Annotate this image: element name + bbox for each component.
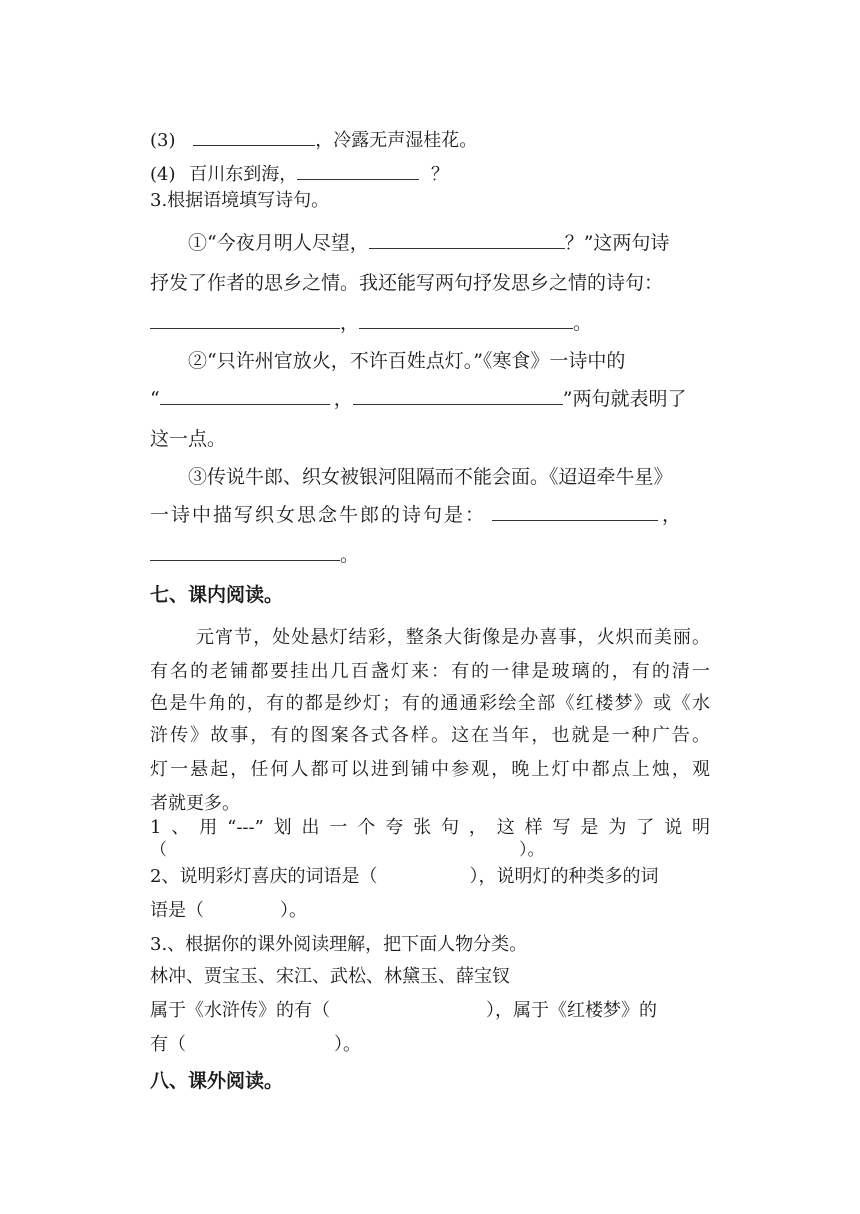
poem-text: ？”这两句诗 bbox=[564, 232, 670, 254]
question-text: ）。 bbox=[280, 900, 307, 921]
question-text: 有（ bbox=[150, 1034, 186, 1055]
fill-blank[interactable] bbox=[160, 385, 330, 405]
q3-p2-line3: 这一点。 bbox=[150, 428, 227, 450]
q3-p3-line3 bbox=[150, 540, 860, 567]
sec7-q2-line2 bbox=[150, 896, 860, 922]
punctuation: ， bbox=[340, 312, 360, 334]
punctuation: 。 bbox=[573, 312, 593, 334]
q3-p3-line2 bbox=[150, 500, 860, 527]
punctuation: “ bbox=[150, 388, 160, 410]
fill-blank[interactable] bbox=[167, 837, 519, 855]
sec7-q2-line1 bbox=[150, 862, 860, 888]
sec7-q3-line3 bbox=[150, 996, 860, 1022]
sec7-q1-line2 bbox=[150, 835, 860, 860]
fill-blank[interactable] bbox=[359, 309, 573, 329]
item-number: (4) bbox=[150, 164, 176, 185]
poem-text: ①“今夜月明人尽望， bbox=[188, 232, 369, 254]
fill-blank[interactable] bbox=[369, 229, 565, 249]
poem-text: ”两句就表明了 bbox=[562, 388, 687, 410]
sec7-q3-title: 3.、根据你的课外阅读理解，把下面人物分类。 bbox=[150, 934, 528, 955]
passage-line: 者就更多。 bbox=[150, 793, 240, 814]
punctuation: ， bbox=[333, 388, 353, 410]
question-text: ），属于《红楼梦》的 bbox=[486, 1000, 657, 1021]
sec7-q3-line4 bbox=[150, 1030, 860, 1056]
q3-p2-line1: ②“只许州官放火，不许百姓点灯。”《寒食》一诗中的 bbox=[188, 350, 626, 372]
passage-line: 色是牛角的，有的都是纱灯；有的通通彩绘全部《红楼梦》或《水 bbox=[150, 693, 710, 714]
question-text: ）。 bbox=[334, 1034, 361, 1055]
paren-close: ）。 bbox=[519, 840, 545, 860]
q3-p2-line2 bbox=[150, 384, 860, 411]
question-text: 2、说明彩灯喜庆的词语是（ bbox=[150, 866, 378, 887]
q3-p3-line1: ③传说牛郎、织女被银河阻隔而不能会面。《迢迢牵牛星》 bbox=[188, 466, 673, 488]
q3-p1-line2: 抒发了作者的思乡之情。我还能写两句抒发思乡之情的诗句： bbox=[150, 272, 664, 294]
poem-text: ，冷露无声湿桂花。 bbox=[315, 130, 478, 151]
question-text: 语是（ bbox=[150, 900, 204, 921]
punctuation: ， bbox=[662, 504, 682, 526]
fill-blank[interactable] bbox=[193, 127, 315, 146]
passage-line: 元宵节，处处悬灯结彩，整条大街像是办喜事，火炽而美丽。 bbox=[196, 627, 710, 648]
section-7-heading: 七、课内阅读。 bbox=[150, 584, 284, 606]
section-8-heading: 八、课外阅读。 bbox=[150, 1070, 284, 1092]
poem-text: 百川东到海， bbox=[189, 164, 298, 185]
passage-line: 有名的老铺都要挂出几百盏灯来：有的一律是玻璃的，有的清一 bbox=[150, 661, 710, 682]
fill-blank[interactable] bbox=[204, 897, 280, 916]
punctuation: 。 bbox=[340, 544, 360, 566]
fill-blank[interactable] bbox=[297, 161, 419, 180]
fill-blank[interactable] bbox=[377, 863, 469, 882]
fill-blank[interactable] bbox=[353, 385, 563, 405]
poem-text: ？ bbox=[430, 164, 449, 185]
passage-line: 灯一悬起，任何人都可以进到铺中参观，晚上灯中都点上烛，观 bbox=[150, 759, 710, 780]
fill-blank[interactable] bbox=[150, 541, 340, 561]
question-text: 属于《水浒传》的有（ bbox=[150, 1000, 330, 1021]
fill-blank[interactable] bbox=[186, 1031, 334, 1050]
sec7-q1-line1: 1、用“---”划出一个夸张句，这样写是为了说明 bbox=[150, 817, 710, 838]
item-number: (3) bbox=[150, 130, 176, 151]
q3-title: 3.根据语境填写诗句。 bbox=[150, 190, 330, 211]
passage-line: 浒传》故事，有的图案各式各样。这在当年，也就是一种广告。 bbox=[150, 725, 710, 746]
fill-blank[interactable] bbox=[330, 997, 486, 1016]
poem-text: 一诗中描写织女思念牛郎的诗句是： bbox=[150, 504, 487, 526]
fill-blank[interactable] bbox=[492, 501, 658, 521]
q3-p1-line1 bbox=[188, 228, 860, 255]
paren-open: （ bbox=[150, 840, 167, 860]
q2-item-3 bbox=[150, 126, 860, 152]
question-text: ），说明灯的种类多的词 bbox=[469, 866, 659, 887]
q2-item-4 bbox=[150, 160, 860, 186]
fill-blank[interactable] bbox=[150, 309, 340, 329]
sec7-q3-names: 林冲、贾宝玉、宋江、武松、林黛玉、薛宝钗 bbox=[150, 966, 510, 987]
q3-p1-line3 bbox=[150, 308, 860, 335]
